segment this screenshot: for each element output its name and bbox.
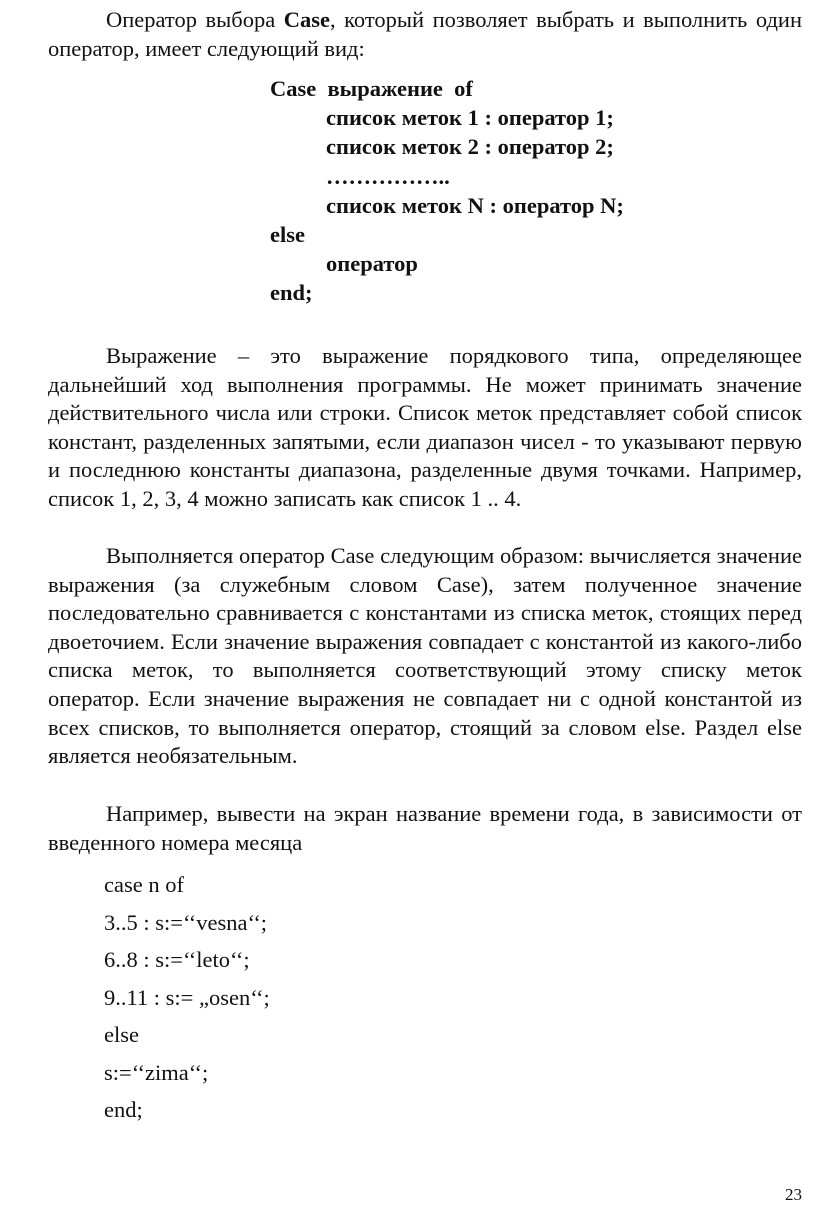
example-line: 3..5 : s:=‘‘vesna‘‘; — [104, 909, 268, 935]
intro-keyword-case: Case — [283, 7, 330, 32]
page-number: 23 — [785, 1185, 802, 1204]
example-line: else — [104, 1022, 139, 1047]
paragraph-execution — [48, 542, 802, 771]
case-syntax-block — [270, 74, 624, 308]
example-code-block — [104, 872, 270, 1135]
paragraph-text: Например, вывести на экран название времени года, в зависимости от введенного номера месяца — [48, 801, 802, 855]
example-line: 6..8 : s:=‘‘leto‘‘; — [104, 947, 250, 972]
syntax-line: …………….. — [326, 163, 450, 189]
syntax-line: список меток N : оператор N; — [326, 192, 624, 218]
syntax-line: список меток 1 : оператор 1; — [326, 105, 614, 131]
syntax-line: end; — [270, 280, 313, 306]
syntax-line: оператор — [326, 251, 418, 277]
intro-text-before: Оператор выбора — [106, 7, 284, 32]
syntax-line: список меток 2 : оператор 2; — [326, 134, 614, 160]
example-line: s:=‘‘zima‘‘; — [104, 1059, 209, 1085]
example-line: end; — [104, 1097, 143, 1122]
syntax-line: else — [270, 221, 305, 247]
intro-paragraph — [48, 6, 802, 63]
example-line: 9..11 : s:= „osen‘‘; — [104, 984, 270, 1010]
paragraph-text: Выражение – это выражение порядкового типа, определяющее дальнейший ход выполнения программы. Не может принимать значение действительного числа или строки. Список меток представляет собой список констант, разделенных запятыми, если диапазон чисел - то указывают первую и последнюю константы диапазона, разделенные двумя точками. Например, список 1, 2, 3, 4 можно записать как список 1 .. 4. — [48, 343, 802, 511]
paragraph-text: Выполняется оператор Case следующим образом: вычисляется значение выражения (за служебным словом Case), затем полученное значение последовательно сравнивается с константами из списка меток, стоящих перед двоеточием. Если значение выражения совпадает с константой из какого-либо списка меток, то выполняется соответствующий этому списку меток оператор. Если значение выражения не совпадает ни с одной константой из всех списков, то выполняется оператор, стоящий за словом else. Раздел else является необязательным. — [48, 543, 802, 769]
paragraph-example-intro — [48, 800, 802, 857]
paragraph-expression — [48, 342, 802, 514]
syntax-line: Case выражение of — [270, 76, 473, 101]
example-line: case n of — [104, 872, 184, 897]
intro-text-after: , который позволяет выбрать и выполнить один оператор, имеет следующий вид: — [48, 7, 802, 61]
